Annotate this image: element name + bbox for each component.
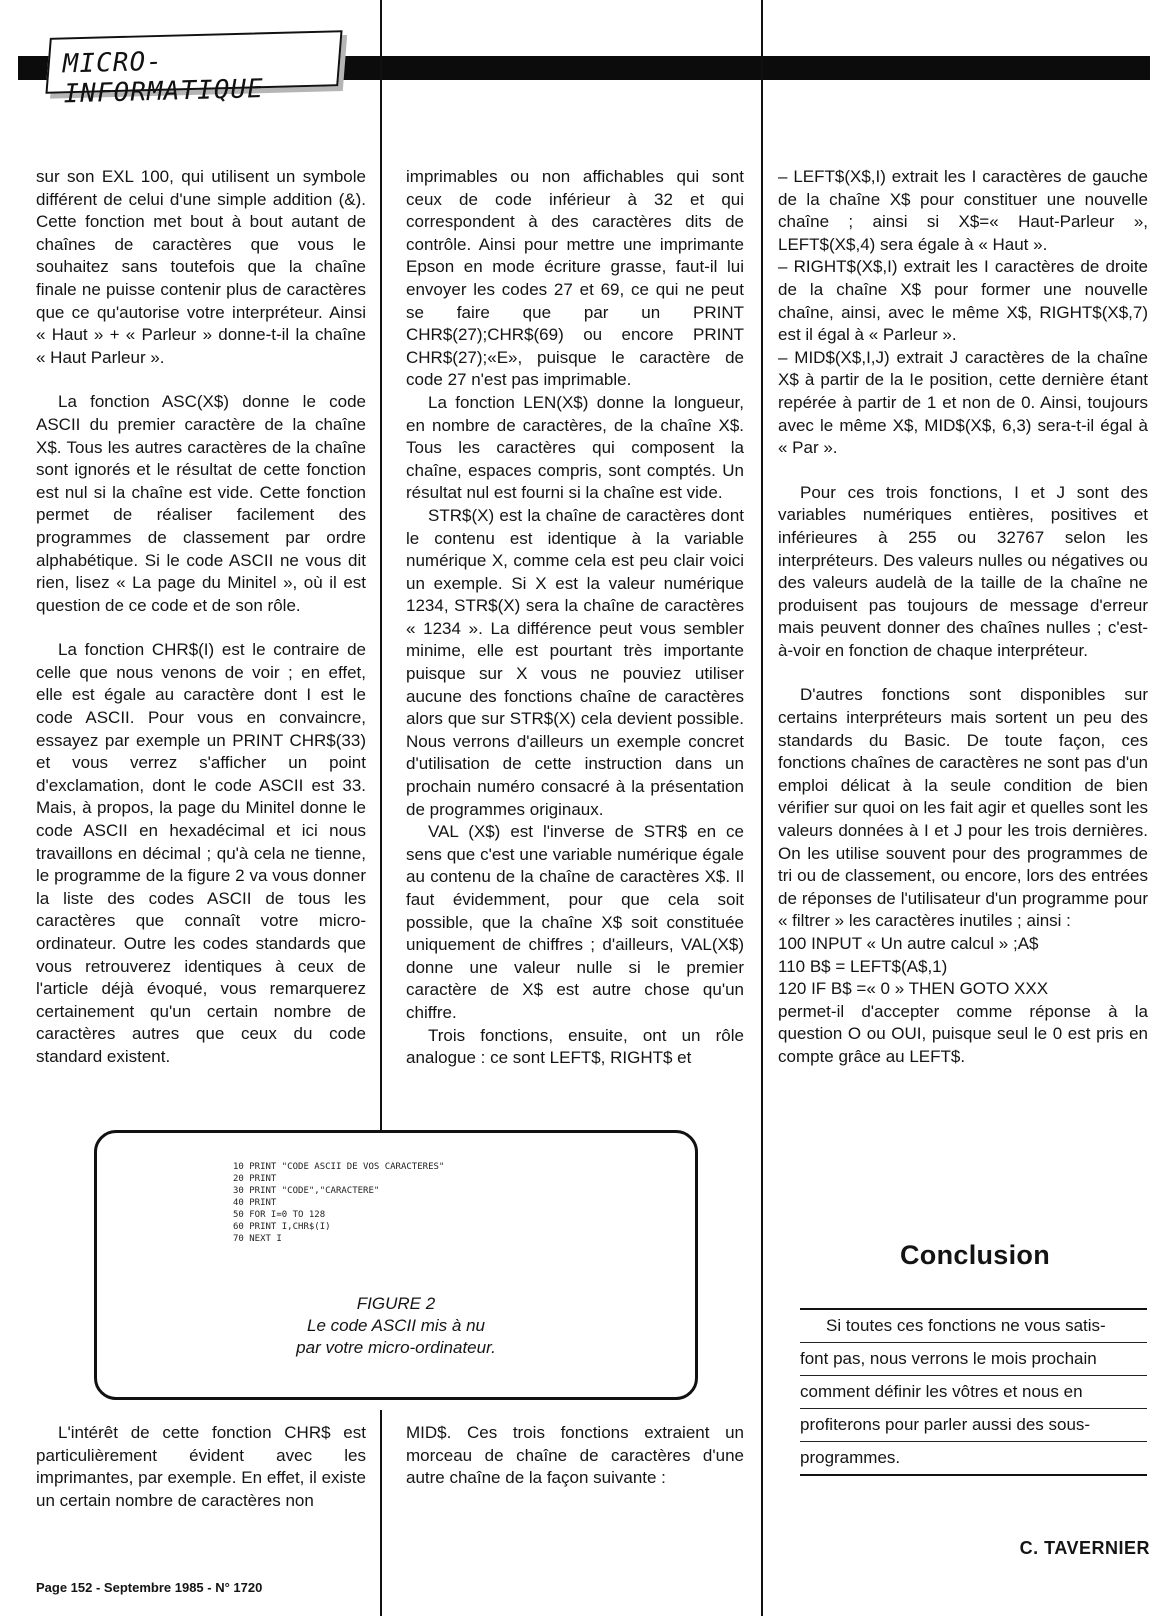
column-divider-right [761, 0, 763, 1616]
paragraph: VAL (X$) est l'inverse de STR$ en ce sens que c'est une variable numérique égale au contenu de la chaîne de caractères X$. Il faut évidemment, pour que cela soit possible, que la chaîne X$ soit constituée uniquement de chiffres ; d'ailleurs, VAL(X$) donne une valeur nulle si le premier caractère de X$ est autre chose qu'un chiffre. [406, 822, 744, 1022]
paragraph: STR$(X) est la chaîne de caractères dont le contenu est identique à la variable numérique X, comme cela est peu clair voici un exemple. Si X est la valeur numérique 1234, STR$(X) sera la chaîne de caractères « 1234 ». La différence peut vous sembler minime, elle est pourtant très importante puisque sur X vous ne pouviez utiliser aucune des fonctions chaîne de caractères alors que sur STR$(X) cela devient possible. Nous verrons d'ailleurs un exemple concret d'utilisation de cette instruction dans un prochain numéro consacré à la présentation de programmes originaux. [406, 505, 744, 819]
conclusion-line: font pas, nous verrons le mois prochain [800, 1343, 1147, 1376]
paragraph: D'autres fonctions sont disponibles sur certains interpréteurs mais sortent un peu des standards du Basic. De toute façon, ces fonctions chaînes de caractères ne sont pas d'un emploi délicat à la seule condition de bien vérifier sur quoi on les fait agir et quelles sont les valeurs données à I et J pour les trois dernières. On les utilise souvent pour des programmes de tri ou de classement, ou encore, lors des entrées de réponses de l'utilisateur d'un programme pour « filtrer » les caractères inutiles ; ainsi : [778, 685, 1148, 931]
figure-code-listing [233, 1161, 444, 1245]
code-line: 70 NEXT I [233, 1234, 282, 1244]
author-signature: C. TAVERNIER [1019, 1538, 1150, 1558]
paragraph: sur son EXL 100, qui utilisent un symbole différent de celui d'une simple addition (&). Cette fonction met bout à bout autant de chaînes de caractères que vous le souhaitez sans toutefois que la chaîne finale ne puisse contenir plus de caractères que ce qu'autorise votre interpréteur. Ainsi « Haut » + « Parleur » donne-t-il la chaîne « Haut Parleur ». [36, 167, 366, 367]
code-line: 50 FOR I=0 TO 128 [233, 1210, 326, 1220]
paragraph: – RIGHT$(X$,I) extrait les I caractères de droite de la chaîne X$ pour former une nouvelle chaîne, ainsi, avec le même X$, RIGHT$(X$,7) est il égal à « Parleur ». [778, 257, 1148, 345]
column-3 [778, 166, 1148, 1069]
code-line: 20 PRINT [233, 1174, 277, 1184]
paragraph: – MID$(X$,I,J) extrait J caractères de la chaîne X$ à partir de la Ie position, cette dernière étant repérée à partir de 1 et non de 0. Ainsi, toujours avec le même X$, MID$(X$, 6,3) sera-t-il égal à « Par ». [778, 347, 1148, 458]
column-2-bottom [406, 1422, 744, 1490]
paragraph: Pour ces trois fonctions, I et J sont des variables numériques entières, positives et inférieures à 255 ou 32767 selon les interpréteurs. Des valeurs nulles ou négatives ou des valeurs audelà de la taille de la chaîne ne produisent pas toujours de message d'erreur mais peuvent donner des chaînes nulles ; c'est-à-voir en fonction de chaque interpréteur. [778, 482, 1148, 660]
code-line: 30 PRINT "CODE","CARACTERE" [233, 1186, 380, 1196]
code-line: 120 IF B$ =« 0 » THEN GOTO XXX [778, 979, 1049, 999]
paragraph: La fonction LEN(X$) donne la longueur, en nombre de caractères, de la chaîne X$. Tous les caractères qui composent la chaîne, espaces compris, sont comptés. Un résultat nul est fourni si la chaîne est vide. [406, 392, 744, 503]
figure-caption-line: Le code ASCII mis à nu [307, 1316, 485, 1335]
figure-caption [97, 1293, 695, 1359]
column-divider-left-bottom [380, 1410, 382, 1616]
code-line: 100 INPUT « Un autre calcul » ;A$ [778, 934, 1039, 953]
figure-caption-title: FIGURE 2 [356, 1294, 436, 1313]
conclusion-line: comment définir les vôtres et nous en [800, 1376, 1147, 1409]
section-tag [45, 30, 342, 110]
conclusion-line: programmes. [800, 1442, 1147, 1476]
paragraph: MID$. Ces trois fonctions extraient un morceau de chaîne de caractères d'une autre chaîne de la façon suivante : [406, 1423, 744, 1488]
conclusion-line: profiterons pour parler aussi des sous- [800, 1409, 1147, 1442]
column-2 [406, 166, 744, 1070]
conclusion-title: Conclusion [900, 1240, 1050, 1270]
code-line: 40 PRINT [233, 1198, 277, 1208]
column-1 [36, 166, 366, 1069]
paragraph: La fonction CHR$(I) est le contraire de celle que nous venons de voir ; en effet, elle est égale au caractère dont I est le code ASCII. Pour vous en convaincre, essayez par exemple un PRINT CHR$(33) et vous verrez s'afficher un point d'exclamation, dont le code ASCII est 33. Mais, à propos, la page du Minitel donne le code ASCII en hexadécimal et ici nous travaillons en décimal ; qu'à cela ne tienne, le programme de la figure 2 va vous donner la liste des codes ASCII de tous les caractères que connaît votre micro-ordinateur. Outre les codes standards que vous retrouverez identiques à ceux de l'article déjà évoqué, vous remarquerez certainement qu'un certain nombre de caractères autres que ceux du code standard existent. [36, 640, 366, 1066]
paragraph: – LEFT$(X$,I) extrait les I caractères de gauche de la chaîne X$ pour constituer une nouvelle chaîne ; ainsi si X$=« Haut-Parleur », LEFT$(X$,4) sera égale à « Haut ». [778, 167, 1148, 254]
paragraph: Trois fonctions, ensuite, ont un rôle analogue : ce sont LEFT$, RIGHT$ et [406, 1025, 744, 1068]
paragraph: imprimables ou non affichables qui sont ceux de code inférieur à 32 et qui correspondent à des caractères dits de contrôle. Ainsi pour mettre une imprimante Epson en mode écriture grasse, faut-il lui envoyer les codes 27 et 69, ce qui ne peut se faire que par un PRINT CHR$(27);CHR$(69) ou encore PRINT CHR$(27);«E», puisque le caractère de code 27 n'est pas imprimable. [406, 167, 744, 390]
figure-2 [94, 1130, 698, 1400]
column-divider-left [380, 0, 382, 1170]
conclusion-box [800, 1308, 1147, 1476]
section-tag-label: MICRO-INFORMATIQUE [62, 46, 265, 110]
code-line: 60 PRINT I,CHR$(I) [233, 1222, 331, 1232]
column-1-bottom [36, 1422, 366, 1512]
figure-caption-line: par votre micro-ordinateur. [296, 1338, 496, 1357]
code-line: 110 B$ = LEFT$(A$,1) [778, 956, 948, 976]
paragraph: permet-il d'accepter comme réponse à la question O ou OUI, puisque seul le 0 est pris en compte grâce au LEFT$. [778, 1001, 1148, 1066]
paragraph: L'intérêt de cette fonction CHR$ est particulièrement évident avec les imprimantes, par exemple. En effet, il existe un certain nombre de caractères non [36, 1423, 366, 1510]
paragraph: La fonction ASC(X$) donne le code ASCII du premier caractère de la chaîne X$. Tous les autres caractères de la chaîne sont ignorés et le résultat de cette fonction est nul si la chaîne est vide. Cette fonction permet de réaliser facilement des programmes de classement par ordre alphabétique. Si le code ASCII ne vous dit rien, lisez « La page du Minitel », où il est question de ce code et de son rôle. [36, 392, 366, 615]
page-footer: Page 152 - Septembre 1985 - N° 1720 [36, 1580, 263, 1595]
code-line: 10 PRINT "CODE ASCII DE VOS CARACTERES" [233, 1162, 445, 1172]
conclusion-line: Si toutes ces fonctions ne vous satis- [800, 1308, 1147, 1343]
